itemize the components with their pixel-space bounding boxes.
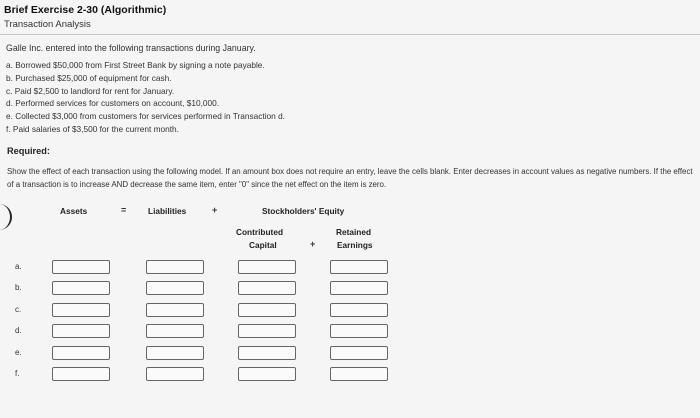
- required-instruction: Show the effect of each transaction using the following model. If an amount box does not require an entry, leave the cells blank. Enter decreases in account values as negative numbers. If the effect of a transaction is to increase AND decrease the same item, enter "0" since the net effect on the item is zero.: [7, 167, 693, 189]
- retained-earnings-input-b[interactable]: [330, 281, 388, 295]
- row-label-a: a.: [15, 262, 22, 271]
- contributed-capital-input-e[interactable]: [238, 346, 296, 360]
- liabilities-input-f[interactable]: [146, 367, 204, 381]
- transaction-d: d. Performed services for customers on account, $10,000.: [6, 98, 220, 109]
- retained-earnings-input-d[interactable]: [330, 324, 388, 338]
- plus-sign-equity: +: [310, 239, 316, 249]
- retained-header-line1: Retained: [336, 227, 372, 237]
- transaction-list: [6, 59, 285, 136]
- problem-intro: Galle Inc. entered into the following transactions during January.: [6, 43, 256, 53]
- assets-input-e[interactable]: [52, 346, 110, 360]
- contributed-capital-input-b[interactable]: [238, 281, 296, 295]
- row-label-e: e.: [15, 348, 22, 357]
- transaction-c: c. Paid $2,500 to landlord for rent for January.: [6, 85, 175, 96]
- exercise-title: Brief Exercise 2-30 (Algorithmic): [4, 4, 167, 16]
- row-label-f: f.: [15, 369, 20, 378]
- retained-earnings-input-a[interactable]: [330, 260, 388, 274]
- retained-earnings-input-e[interactable]: [330, 346, 388, 360]
- liabilities-input-d[interactable]: [146, 324, 204, 338]
- transaction-f: f. Paid salaries of $3,500 for the current month.: [6, 123, 179, 134]
- assets-input-d[interactable]: [52, 324, 110, 338]
- contributed-capital-input-c[interactable]: [238, 303, 296, 317]
- plus-sign: +: [212, 205, 218, 215]
- liabilities-input-c[interactable]: [146, 303, 204, 317]
- exercise-subtitle: Transaction Analysis: [4, 19, 91, 30]
- equals-sign: =: [121, 205, 127, 215]
- liabilities-header: Liabilities: [148, 206, 187, 216]
- header-divider: [0, 34, 700, 35]
- contributed-capital-input-f[interactable]: [238, 367, 296, 381]
- contributed-capital-input-d[interactable]: [238, 324, 296, 338]
- row-label-b: b.: [15, 283, 22, 292]
- assets-input-c[interactable]: [52, 303, 110, 317]
- row-label-d: d.: [15, 326, 22, 335]
- assets-header: Assets: [60, 206, 88, 216]
- retained-header-line2: Earnings: [337, 240, 373, 250]
- assets-input-f[interactable]: [52, 367, 110, 381]
- row-label-c: c.: [15, 305, 22, 314]
- liabilities-input-b[interactable]: [146, 281, 204, 295]
- assets-input-b[interactable]: [52, 281, 110, 295]
- retained-earnings-input-f[interactable]: [330, 367, 388, 381]
- transaction-a: a. Borrowed $50,000 from First Street Bank by signing a note payable.: [6, 60, 265, 70]
- required-label: Required:: [7, 146, 50, 156]
- contributed-capital-input-a[interactable]: [238, 260, 296, 274]
- transaction-b: b. Purchased $25,000 of equipment for cash.: [6, 72, 172, 83]
- retained-earnings-input-c[interactable]: [330, 303, 388, 317]
- transaction-e: e. Collected $3,000 from customers for services performed in Transaction d.: [6, 111, 285, 122]
- liabilities-input-a[interactable]: [146, 260, 204, 274]
- contributed-header-line1: Contributed: [236, 227, 284, 237]
- assets-input-a[interactable]: [52, 260, 110, 274]
- contributed-header-line2: Capital: [249, 240, 277, 250]
- panel-edge-bracket: [0, 204, 12, 230]
- stockholders-equity-header: Stockholders' Equity: [262, 206, 345, 216]
- liabilities-input-e[interactable]: [146, 346, 204, 360]
